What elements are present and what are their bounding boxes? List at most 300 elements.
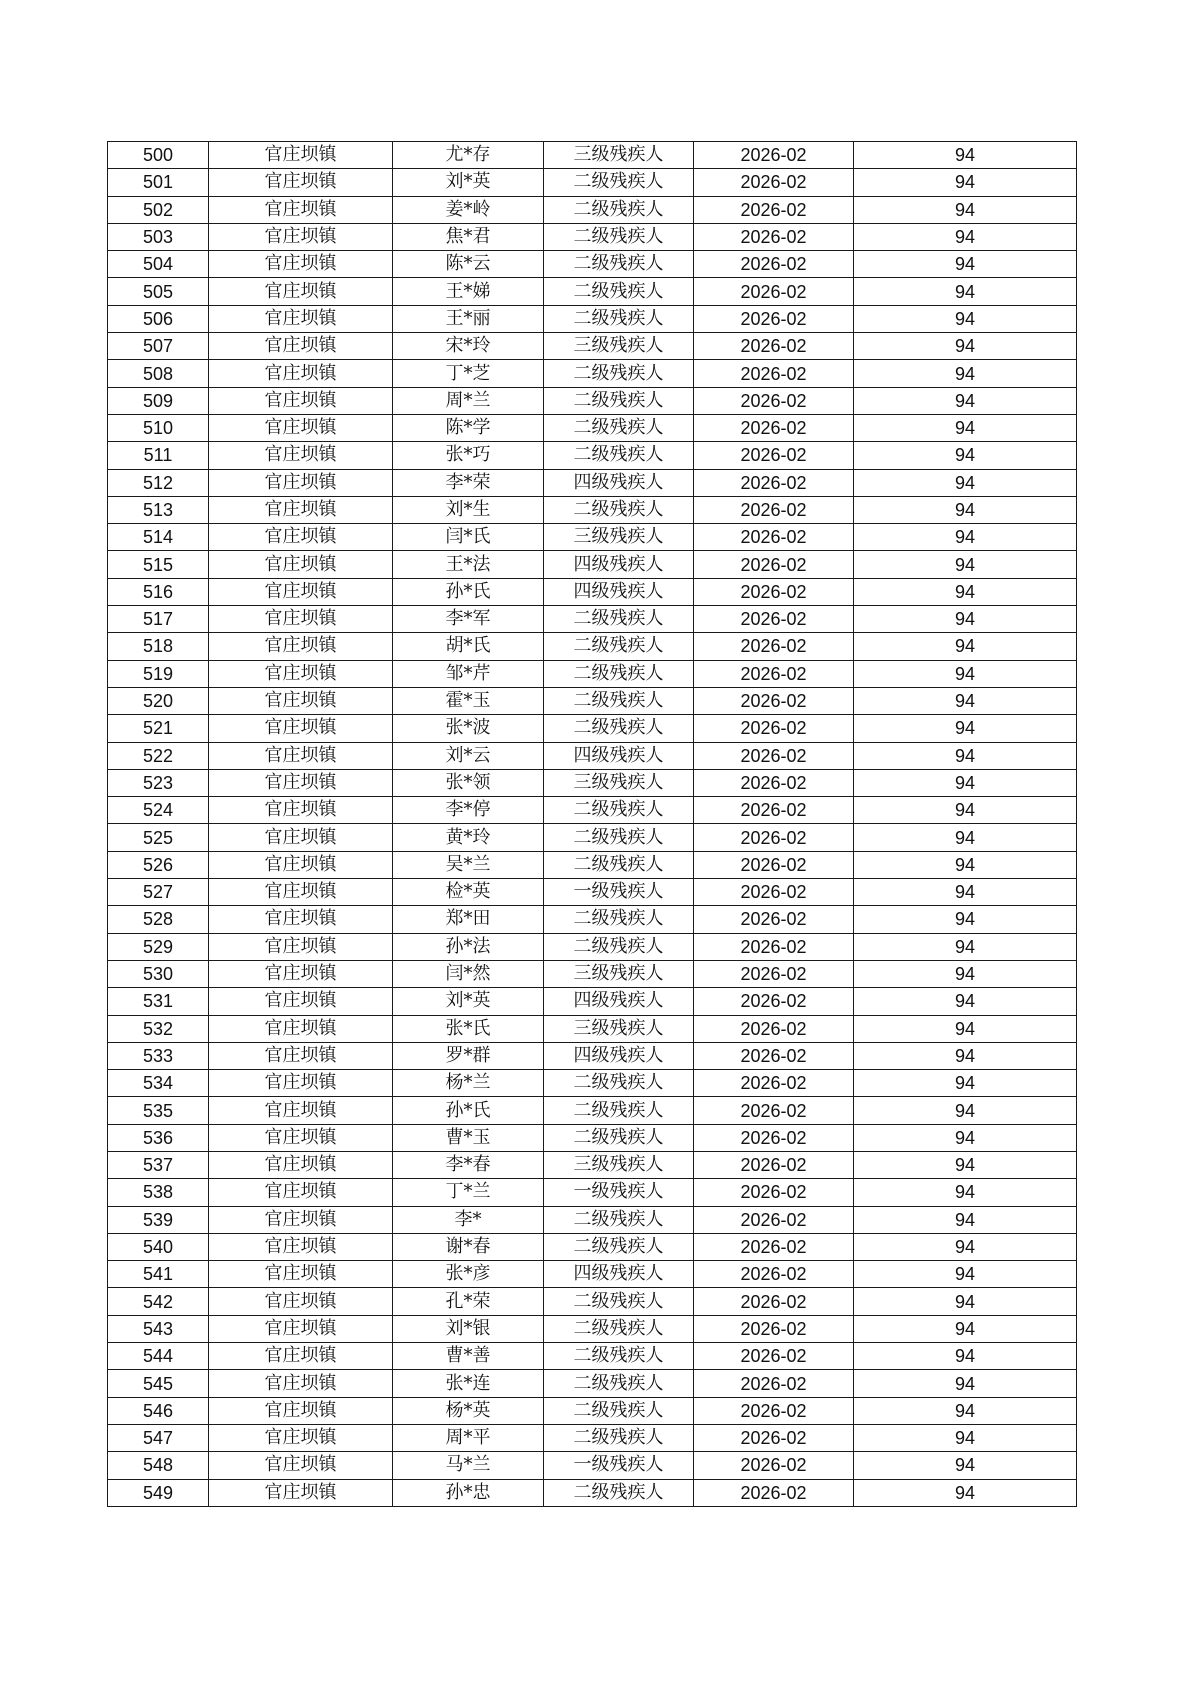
table-row — [108, 469, 1077, 496]
cell-disability-level: 二级残疾人 — [544, 278, 694, 305]
cell-person-name: 李*春 — [393, 1151, 544, 1178]
cell-person-name: 胡*氏 — [393, 633, 544, 660]
cell-amount: 94 — [854, 414, 1077, 441]
cell-serial-number: 527 — [108, 879, 209, 906]
roster-table-body — [108, 142, 1077, 1507]
cell-serial-number: 528 — [108, 906, 209, 933]
cell-month: 2026-02 — [694, 387, 854, 414]
cell-amount: 94 — [854, 742, 1077, 769]
cell-amount: 94 — [854, 169, 1077, 196]
cell-disability-level: 二级残疾人 — [544, 687, 694, 714]
cell-month: 2026-02 — [694, 988, 854, 1015]
cell-amount: 94 — [854, 851, 1077, 878]
cell-month: 2026-02 — [694, 1315, 854, 1342]
cell-disability-level: 二级残疾人 — [544, 442, 694, 469]
cell-serial-number: 501 — [108, 169, 209, 196]
cell-month: 2026-02 — [694, 1042, 854, 1069]
table-row — [108, 1097, 1077, 1124]
cell-person-name: 周*兰 — [393, 387, 544, 414]
cell-month: 2026-02 — [694, 251, 854, 278]
cell-serial-number: 544 — [108, 1343, 209, 1370]
cell-disability-level: 二级残疾人 — [544, 1097, 694, 1124]
cell-amount: 94 — [854, 960, 1077, 987]
cell-amount: 94 — [854, 142, 1077, 169]
cell-serial-number: 505 — [108, 278, 209, 305]
cell-person-name: 孙*法 — [393, 933, 544, 960]
cell-town: 官庄坝镇 — [209, 797, 393, 824]
cell-disability-level: 三级残疾人 — [544, 142, 694, 169]
table-row — [108, 1424, 1077, 1451]
cell-serial-number: 506 — [108, 305, 209, 332]
table-row — [108, 578, 1077, 605]
table-row — [108, 196, 1077, 223]
table-row — [108, 414, 1077, 441]
cell-disability-level: 二级残疾人 — [544, 1233, 694, 1260]
cell-serial-number: 502 — [108, 196, 209, 223]
cell-person-name: 姜*岭 — [393, 196, 544, 223]
cell-serial-number: 510 — [108, 414, 209, 441]
cell-person-name: 周*平 — [393, 1424, 544, 1451]
cell-town: 官庄坝镇 — [209, 1015, 393, 1042]
table-row — [108, 387, 1077, 414]
cell-amount: 94 — [854, 223, 1077, 250]
cell-disability-level: 二级残疾人 — [544, 797, 694, 824]
cell-person-name: 孙*氏 — [393, 578, 544, 605]
cell-amount: 94 — [854, 1288, 1077, 1315]
cell-person-name: 丁*兰 — [393, 1179, 544, 1206]
cell-person-name: 郑*田 — [393, 906, 544, 933]
cell-month: 2026-02 — [694, 1206, 854, 1233]
cell-month: 2026-02 — [694, 223, 854, 250]
cell-person-name: 刘*云 — [393, 742, 544, 769]
table-row — [108, 769, 1077, 796]
cell-amount: 94 — [854, 1397, 1077, 1424]
cell-serial-number: 537 — [108, 1151, 209, 1178]
cell-amount: 94 — [854, 660, 1077, 687]
cell-disability-level: 二级残疾人 — [544, 251, 694, 278]
cell-amount: 94 — [854, 196, 1077, 223]
cell-town: 官庄坝镇 — [209, 305, 393, 332]
cell-disability-level: 四级残疾人 — [544, 469, 694, 496]
cell-disability-level: 四级残疾人 — [544, 578, 694, 605]
cell-amount: 94 — [854, 1097, 1077, 1124]
cell-disability-level: 二级残疾人 — [544, 933, 694, 960]
cell-amount: 94 — [854, 496, 1077, 523]
table-row — [108, 606, 1077, 633]
cell-amount: 94 — [854, 933, 1077, 960]
cell-amount: 94 — [854, 442, 1077, 469]
cell-disability-level: 二级残疾人 — [544, 1070, 694, 1097]
cell-serial-number: 513 — [108, 496, 209, 523]
cell-disability-level: 二级残疾人 — [544, 223, 694, 250]
table-row — [108, 1288, 1077, 1315]
table-row — [108, 851, 1077, 878]
cell-town: 官庄坝镇 — [209, 606, 393, 633]
cell-serial-number: 509 — [108, 387, 209, 414]
cell-month: 2026-02 — [694, 1015, 854, 1042]
cell-town: 官庄坝镇 — [209, 1124, 393, 1151]
cell-serial-number: 524 — [108, 797, 209, 824]
table-row — [108, 633, 1077, 660]
cell-month: 2026-02 — [694, 633, 854, 660]
cell-town: 官庄坝镇 — [209, 1343, 393, 1370]
cell-disability-level: 三级残疾人 — [544, 1015, 694, 1042]
cell-disability-level: 二级残疾人 — [544, 633, 694, 660]
cell-disability-level: 二级残疾人 — [544, 1206, 694, 1233]
cell-person-name: 王*法 — [393, 551, 544, 578]
cell-month: 2026-02 — [694, 1179, 854, 1206]
cell-town: 官庄坝镇 — [209, 633, 393, 660]
cell-serial-number: 500 — [108, 142, 209, 169]
cell-amount: 94 — [854, 1179, 1077, 1206]
cell-serial-number: 516 — [108, 578, 209, 605]
cell-disability-level: 二级残疾人 — [544, 851, 694, 878]
cell-person-name: 李* — [393, 1206, 544, 1233]
table-row — [108, 1343, 1077, 1370]
table-row — [108, 1151, 1077, 1178]
cell-amount: 94 — [854, 824, 1077, 851]
cell-month: 2026-02 — [694, 960, 854, 987]
cell-serial-number: 518 — [108, 633, 209, 660]
cell-person-name: 刘*英 — [393, 169, 544, 196]
cell-person-name: 马*兰 — [393, 1452, 544, 1479]
cell-disability-level: 二级残疾人 — [544, 715, 694, 742]
cell-town: 官庄坝镇 — [209, 879, 393, 906]
cell-month: 2026-02 — [694, 715, 854, 742]
cell-amount: 94 — [854, 524, 1077, 551]
cell-serial-number: 541 — [108, 1261, 209, 1288]
cell-town: 官庄坝镇 — [209, 196, 393, 223]
cell-serial-number: 546 — [108, 1397, 209, 1424]
cell-month: 2026-02 — [694, 305, 854, 332]
cell-amount: 94 — [854, 1261, 1077, 1288]
table-row — [108, 797, 1077, 824]
table-row — [108, 1261, 1077, 1288]
table-row — [108, 278, 1077, 305]
cell-person-name: 张*巧 — [393, 442, 544, 469]
cell-month: 2026-02 — [694, 196, 854, 223]
cell-month: 2026-02 — [694, 442, 854, 469]
cell-person-name: 张*波 — [393, 715, 544, 742]
cell-amount: 94 — [854, 387, 1077, 414]
cell-town: 官庄坝镇 — [209, 551, 393, 578]
cell-serial-number: 535 — [108, 1097, 209, 1124]
cell-serial-number: 530 — [108, 960, 209, 987]
table-row — [108, 933, 1077, 960]
cell-town: 官庄坝镇 — [209, 1288, 393, 1315]
cell-person-name: 宋*玲 — [393, 333, 544, 360]
cell-person-name: 王*娣 — [393, 278, 544, 305]
table-row — [108, 1042, 1077, 1069]
cell-town: 官庄坝镇 — [209, 524, 393, 551]
cell-person-name: 检*英 — [393, 879, 544, 906]
table-row — [108, 251, 1077, 278]
cell-person-name: 杨*兰 — [393, 1070, 544, 1097]
table-row — [108, 1015, 1077, 1042]
cell-month: 2026-02 — [694, 797, 854, 824]
table-row — [108, 687, 1077, 714]
cell-month: 2026-02 — [694, 769, 854, 796]
cell-disability-level: 二级残疾人 — [544, 1343, 694, 1370]
table-row — [108, 360, 1077, 387]
cell-amount: 94 — [854, 988, 1077, 1015]
table-row — [108, 1479, 1077, 1506]
table-row — [108, 824, 1077, 851]
cell-amount: 94 — [854, 879, 1077, 906]
cell-person-name: 王*丽 — [393, 305, 544, 332]
cell-serial-number: 521 — [108, 715, 209, 742]
cell-serial-number: 549 — [108, 1479, 209, 1506]
cell-disability-level: 二级残疾人 — [544, 1424, 694, 1451]
cell-person-name: 罗*群 — [393, 1042, 544, 1069]
cell-town: 官庄坝镇 — [209, 360, 393, 387]
cell-serial-number: 520 — [108, 687, 209, 714]
cell-month: 2026-02 — [694, 524, 854, 551]
cell-person-name: 刘*银 — [393, 1315, 544, 1342]
table-row — [108, 715, 1077, 742]
cell-amount: 94 — [854, 1206, 1077, 1233]
cell-person-name: 尤*存 — [393, 142, 544, 169]
cell-person-name: 吴*兰 — [393, 851, 544, 878]
cell-disability-level: 三级残疾人 — [544, 524, 694, 551]
cell-person-name: 邹*芹 — [393, 660, 544, 687]
cell-town: 官庄坝镇 — [209, 278, 393, 305]
table-row — [108, 879, 1077, 906]
cell-disability-level: 二级残疾人 — [544, 305, 694, 332]
cell-person-name: 李*军 — [393, 606, 544, 633]
cell-person-name: 孙*忠 — [393, 1479, 544, 1506]
cell-month: 2026-02 — [694, 1261, 854, 1288]
cell-town: 官庄坝镇 — [209, 469, 393, 496]
cell-serial-number: 531 — [108, 988, 209, 1015]
table-row — [108, 1397, 1077, 1424]
cell-disability-level: 三级残疾人 — [544, 333, 694, 360]
cell-person-name: 黄*玲 — [393, 824, 544, 851]
cell-disability-level: 二级残疾人 — [544, 824, 694, 851]
cell-amount: 94 — [854, 469, 1077, 496]
cell-town: 官庄坝镇 — [209, 1261, 393, 1288]
cell-person-name: 谢*春 — [393, 1233, 544, 1260]
table-row — [108, 142, 1077, 169]
cell-town: 官庄坝镇 — [209, 1233, 393, 1260]
cell-person-name: 丁*芝 — [393, 360, 544, 387]
cell-amount: 94 — [854, 769, 1077, 796]
cell-disability-level: 三级残疾人 — [544, 769, 694, 796]
cell-amount: 94 — [854, 578, 1077, 605]
cell-month: 2026-02 — [694, 1288, 854, 1315]
cell-serial-number: 519 — [108, 660, 209, 687]
cell-town: 官庄坝镇 — [209, 660, 393, 687]
cell-town: 官庄坝镇 — [209, 1370, 393, 1397]
cell-disability-level: 二级残疾人 — [544, 496, 694, 523]
cell-disability-level: 二级残疾人 — [544, 660, 694, 687]
table-row — [108, 1124, 1077, 1151]
cell-town: 官庄坝镇 — [209, 1397, 393, 1424]
table-row — [108, 1070, 1077, 1097]
cell-serial-number: 503 — [108, 223, 209, 250]
cell-town: 官庄坝镇 — [209, 169, 393, 196]
cell-amount: 94 — [854, 1042, 1077, 1069]
cell-town: 官庄坝镇 — [209, 387, 393, 414]
cell-serial-number: 545 — [108, 1370, 209, 1397]
cell-month: 2026-02 — [694, 1370, 854, 1397]
cell-disability-level: 二级残疾人 — [544, 414, 694, 441]
cell-town: 官庄坝镇 — [209, 1179, 393, 1206]
cell-amount: 94 — [854, 1151, 1077, 1178]
cell-serial-number: 540 — [108, 1233, 209, 1260]
table-row — [108, 742, 1077, 769]
cell-town: 官庄坝镇 — [209, 333, 393, 360]
table-row — [108, 960, 1077, 987]
cell-amount: 94 — [854, 360, 1077, 387]
cell-serial-number: 539 — [108, 1206, 209, 1233]
cell-person-name: 李*停 — [393, 797, 544, 824]
cell-month: 2026-02 — [694, 1124, 854, 1151]
cell-town: 官庄坝镇 — [209, 142, 393, 169]
cell-month: 2026-02 — [694, 660, 854, 687]
cell-town: 官庄坝镇 — [209, 933, 393, 960]
cell-town: 官庄坝镇 — [209, 988, 393, 1015]
cell-month: 2026-02 — [694, 469, 854, 496]
table-row — [108, 223, 1077, 250]
cell-month: 2026-02 — [694, 606, 854, 633]
cell-amount: 94 — [854, 1452, 1077, 1479]
cell-month: 2026-02 — [694, 578, 854, 605]
cell-disability-level: 四级残疾人 — [544, 551, 694, 578]
roster-table — [107, 141, 1077, 1507]
cell-disability-level: 二级残疾人 — [544, 360, 694, 387]
cell-town: 官庄坝镇 — [209, 687, 393, 714]
cell-disability-level: 四级残疾人 — [544, 1261, 694, 1288]
cell-month: 2026-02 — [694, 1097, 854, 1124]
cell-serial-number: 547 — [108, 1424, 209, 1451]
cell-person-name: 陈*云 — [393, 251, 544, 278]
cell-serial-number: 515 — [108, 551, 209, 578]
cell-person-name: 张*领 — [393, 769, 544, 796]
cell-serial-number: 543 — [108, 1315, 209, 1342]
cell-person-name: 曹*善 — [393, 1343, 544, 1370]
cell-town: 官庄坝镇 — [209, 824, 393, 851]
cell-serial-number: 532 — [108, 1015, 209, 1042]
cell-month: 2026-02 — [694, 879, 854, 906]
cell-amount: 94 — [854, 1343, 1077, 1370]
cell-town: 官庄坝镇 — [209, 960, 393, 987]
cell-disability-level: 二级残疾人 — [544, 1288, 694, 1315]
cell-disability-level: 二级残疾人 — [544, 1479, 694, 1506]
cell-disability-level: 二级残疾人 — [544, 387, 694, 414]
cell-amount: 94 — [854, 1233, 1077, 1260]
cell-disability-level: 四级残疾人 — [544, 988, 694, 1015]
table-row — [108, 906, 1077, 933]
cell-serial-number: 536 — [108, 1124, 209, 1151]
cell-disability-level: 二级残疾人 — [544, 906, 694, 933]
table-row — [108, 1233, 1077, 1260]
cell-amount: 94 — [854, 278, 1077, 305]
cell-person-name: 杨*英 — [393, 1397, 544, 1424]
cell-serial-number: 538 — [108, 1179, 209, 1206]
cell-month: 2026-02 — [694, 933, 854, 960]
cell-amount: 94 — [854, 906, 1077, 933]
cell-month: 2026-02 — [694, 1452, 854, 1479]
cell-amount: 94 — [854, 1424, 1077, 1451]
cell-serial-number: 525 — [108, 824, 209, 851]
cell-disability-level: 二级残疾人 — [544, 1124, 694, 1151]
cell-person-name: 孔*荣 — [393, 1288, 544, 1315]
cell-month: 2026-02 — [694, 1343, 854, 1370]
cell-serial-number: 517 — [108, 606, 209, 633]
cell-month: 2026-02 — [694, 169, 854, 196]
cell-serial-number: 508 — [108, 360, 209, 387]
cell-town: 官庄坝镇 — [209, 1315, 393, 1342]
cell-amount: 94 — [854, 797, 1077, 824]
cell-month: 2026-02 — [694, 414, 854, 441]
cell-person-name: 闫*氏 — [393, 524, 544, 551]
cell-amount: 94 — [854, 1015, 1077, 1042]
cell-month: 2026-02 — [694, 551, 854, 578]
cell-serial-number: 511 — [108, 442, 209, 469]
cell-town: 官庄坝镇 — [209, 906, 393, 933]
cell-town: 官庄坝镇 — [209, 496, 393, 523]
cell-month: 2026-02 — [694, 142, 854, 169]
cell-amount: 94 — [854, 1124, 1077, 1151]
cell-month: 2026-02 — [694, 687, 854, 714]
cell-person-name: 孙*氏 — [393, 1097, 544, 1124]
table-row — [108, 442, 1077, 469]
cell-town: 官庄坝镇 — [209, 442, 393, 469]
cell-serial-number: 526 — [108, 851, 209, 878]
cell-town: 官庄坝镇 — [209, 1479, 393, 1506]
cell-town: 官庄坝镇 — [209, 851, 393, 878]
cell-town: 官庄坝镇 — [209, 223, 393, 250]
cell-disability-level: 二级残疾人 — [544, 1397, 694, 1424]
cell-disability-level: 四级残疾人 — [544, 1042, 694, 1069]
cell-serial-number: 542 — [108, 1288, 209, 1315]
cell-month: 2026-02 — [694, 1479, 854, 1506]
cell-amount: 94 — [854, 1370, 1077, 1397]
table-row — [108, 660, 1077, 687]
cell-disability-level: 二级残疾人 — [544, 606, 694, 633]
cell-disability-level: 三级残疾人 — [544, 960, 694, 987]
table-row — [108, 988, 1077, 1015]
cell-person-name: 张*彦 — [393, 1261, 544, 1288]
cell-town: 官庄坝镇 — [209, 1206, 393, 1233]
cell-amount: 94 — [854, 1479, 1077, 1506]
cell-disability-level: 二级残疾人 — [544, 1315, 694, 1342]
cell-month: 2026-02 — [694, 278, 854, 305]
cell-month: 2026-02 — [694, 360, 854, 387]
table-row — [108, 496, 1077, 523]
cell-disability-level: 一级残疾人 — [544, 1179, 694, 1206]
cell-disability-level: 三级残疾人 — [544, 1151, 694, 1178]
cell-person-name: 霍*玉 — [393, 687, 544, 714]
cell-disability-level: 二级残疾人 — [544, 1370, 694, 1397]
table-row — [108, 1370, 1077, 1397]
cell-amount: 94 — [854, 606, 1077, 633]
cell-amount: 94 — [854, 633, 1077, 660]
cell-serial-number: 523 — [108, 769, 209, 796]
cell-person-name: 陈*学 — [393, 414, 544, 441]
cell-town: 官庄坝镇 — [209, 742, 393, 769]
cell-town: 官庄坝镇 — [209, 578, 393, 605]
table-row — [108, 169, 1077, 196]
cell-person-name: 曹*玉 — [393, 1124, 544, 1151]
cell-town: 官庄坝镇 — [209, 1151, 393, 1178]
cell-town: 官庄坝镇 — [209, 414, 393, 441]
cell-month: 2026-02 — [694, 851, 854, 878]
cell-town: 官庄坝镇 — [209, 715, 393, 742]
cell-person-name: 张*连 — [393, 1370, 544, 1397]
cell-disability-level: 四级残疾人 — [544, 742, 694, 769]
